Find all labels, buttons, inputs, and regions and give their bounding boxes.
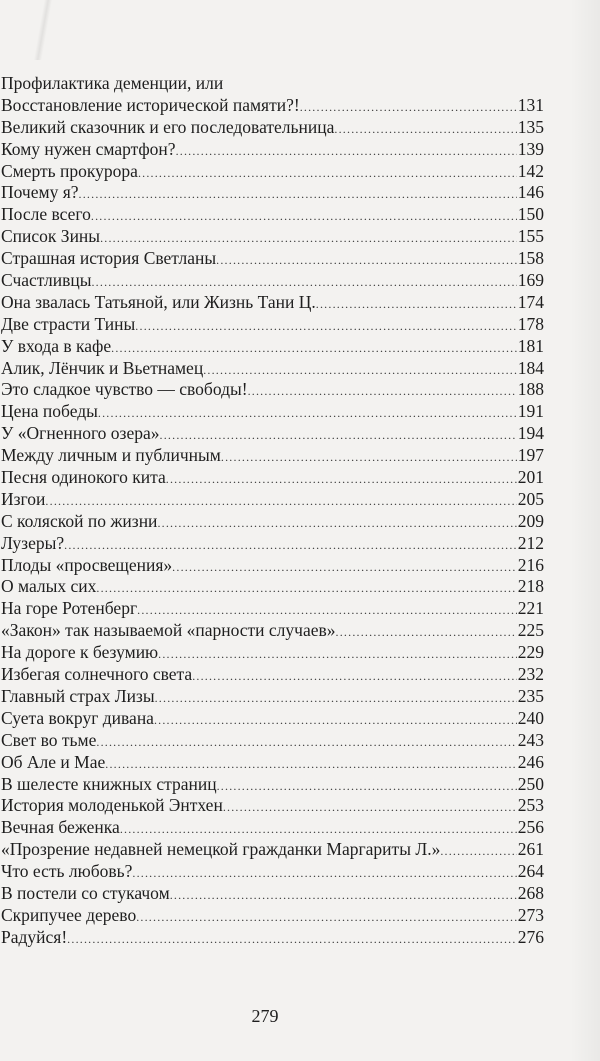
toc-entry-title: Плоды «просвещения»	[1, 554, 173, 575]
table-of-contents	[1, 73, 544, 949]
dot-leader	[160, 425, 517, 445]
toc-entry	[1, 292, 544, 314]
toc-entry-title: Алик, Лёнчик и Вьетнамец	[1, 357, 204, 378]
toc-entry	[1, 861, 544, 883]
toc-entry	[1, 226, 544, 248]
dot-leader	[158, 644, 517, 664]
toc-entry	[1, 161, 544, 183]
dot-leader	[157, 513, 516, 533]
toc-entry-page: 276	[517, 926, 544, 947]
dot-leader	[176, 141, 517, 161]
toc-entry-page: 201	[517, 467, 544, 488]
dot-leader	[91, 206, 517, 226]
dot-leader	[132, 863, 516, 883]
toc-entry-page: 139	[517, 138, 544, 159]
toc-entry-title-line: Профилактика деменции, или	[1, 73, 224, 93]
toc-entry-title: Что есть любовь?	[1, 861, 133, 882]
toc-entry-page: 273	[517, 904, 544, 925]
toc-entry	[1, 489, 544, 511]
toc-entry-page: 216	[517, 554, 544, 575]
dot-leader	[96, 732, 516, 752]
toc-entry-page: 142	[517, 160, 544, 181]
toc-entry-title: «Закон» так называемой «парности случаев»	[1, 620, 336, 641]
dot-leader	[100, 228, 517, 248]
toc-entry	[1, 511, 544, 533]
dot-leader	[154, 710, 517, 730]
toc-entry	[1, 708, 544, 730]
toc-entry-title: На дороге к безумию	[1, 642, 159, 663]
toc-entry-page: 169	[517, 270, 544, 291]
toc-entry-title: Список Зины	[1, 226, 101, 247]
dot-leader	[155, 688, 517, 708]
toc-entry-page: 155	[517, 226, 544, 247]
toc-entry-page: 261	[517, 839, 544, 860]
dot-leader	[64, 535, 517, 555]
toc-entry-page: 225	[517, 620, 544, 641]
toc-entry	[1, 905, 544, 927]
toc-entry-title: На горе Ротенберг	[1, 598, 138, 619]
dot-leader	[91, 272, 516, 292]
dot-leader	[111, 338, 517, 358]
toc-entry-title: С коляской по жизни	[1, 510, 158, 531]
toc-entry	[1, 664, 544, 686]
toc-entry	[1, 795, 544, 817]
toc-entry	[1, 467, 544, 489]
dot-leader	[79, 184, 517, 204]
dot-leader	[67, 929, 517, 949]
toc-entry-title: Вечная беженка	[1, 817, 120, 838]
toc-entry-page: 181	[517, 335, 544, 356]
toc-entry-page: 268	[517, 882, 544, 903]
toc-entry	[1, 445, 544, 467]
toc-entry	[1, 555, 544, 577]
toc-entry-page: 131	[517, 94, 544, 115]
toc-entry	[1, 620, 544, 642]
toc-entry-title: Об Але и Мае	[1, 751, 106, 772]
dot-leader	[336, 622, 517, 642]
dot-leader	[221, 447, 517, 467]
toc-entry-page: 209	[517, 510, 544, 531]
toc-entry-title: Радуйся!	[1, 926, 68, 947]
toc-entry-page: 246	[517, 751, 544, 772]
dot-leader	[138, 163, 517, 183]
dot-leader	[98, 403, 517, 423]
dot-leader	[135, 316, 516, 336]
toc-entry-title: Две страсти Тины	[1, 313, 136, 334]
dot-leader	[316, 294, 517, 314]
toc-entry	[1, 336, 544, 358]
dot-leader	[120, 819, 517, 839]
toc-entry-page: 150	[517, 204, 544, 225]
toc-entry-title: Избегая солнечного света	[1, 664, 193, 685]
toc-entry-title: Страшная история Светланы	[1, 248, 217, 269]
dot-leader	[300, 97, 517, 117]
dot-leader	[440, 841, 516, 861]
dot-leader	[136, 907, 517, 927]
toc-entry-title: Она звалась Татьяной, или Жизнь Тани Ц.	[1, 291, 316, 312]
toc-entry-title: После всего	[1, 204, 91, 225]
dot-leader	[166, 469, 517, 489]
toc-entry	[1, 883, 544, 905]
toc-entry-page: 174	[517, 291, 544, 312]
toc-entry-title: Суета вокруг дивана	[1, 707, 154, 728]
toc-entry-title: Это сладкое чувство — свободы!	[1, 379, 248, 400]
toc-entry-page: 158	[517, 248, 544, 269]
toc-entry-page: 191	[517, 401, 544, 422]
toc-entry-page: 264	[517, 861, 544, 882]
toc-entry-title: Изгои	[1, 488, 46, 509]
toc-entry-page: 146	[517, 182, 544, 203]
toc-entry-page: 205	[517, 488, 544, 509]
toc-entry	[1, 401, 544, 423]
toc-entry-title: Кому нужен смартфон?	[1, 138, 176, 159]
toc-entry-title: Почему я?	[1, 182, 79, 203]
toc-entry-title: В шелесте книжных страниц	[1, 773, 217, 794]
dot-leader	[172, 557, 517, 577]
dot-leader	[217, 776, 517, 796]
toc-entry	[1, 686, 544, 708]
dot-leader	[216, 250, 517, 270]
toc-entry-page: 218	[517, 576, 544, 597]
toc-entry-title: В постели со стукачом	[1, 882, 170, 903]
toc-entry-page: 135	[517, 116, 544, 137]
toc-entry-title: Великий сказочник и его последовательница	[1, 116, 335, 137]
toc-entry	[1, 379, 544, 401]
toc-entry-page: 212	[517, 532, 544, 553]
toc-entry	[1, 358, 544, 380]
toc-entry-title: Смерть прокурора	[1, 160, 138, 181]
toc-entry-page: 235	[517, 685, 544, 706]
dot-leader	[192, 666, 517, 686]
toc-entry	[1, 839, 544, 861]
toc-entry-page: 178	[517, 313, 544, 334]
dot-leader	[248, 381, 517, 401]
toc-entry	[1, 752, 544, 774]
dot-leader	[170, 885, 517, 905]
dot-leader	[45, 491, 516, 511]
toc-entry	[1, 774, 544, 796]
dot-leader	[223, 797, 517, 817]
toc-entry-title: У входа в кафе	[1, 335, 112, 356]
toc-entry-title: История молоденькой Энтхен	[1, 795, 223, 816]
toc-entry-page: 243	[517, 729, 544, 750]
toc-entry-page: 229	[517, 642, 544, 663]
toc-entry	[1, 533, 544, 555]
toc-entry	[1, 248, 544, 270]
toc-entry-page: 194	[517, 423, 544, 444]
toc-entry-title: Главный страх Лизы	[1, 685, 155, 706]
toc-entry	[1, 817, 544, 839]
dot-leader	[334, 119, 516, 139]
toc-entry-title: Свет во тьме	[1, 729, 97, 750]
toc-entry	[1, 576, 544, 598]
toc-entry-title: Восстановление исторической памяти?!	[1, 94, 300, 115]
toc-entry-page: 256	[517, 817, 544, 838]
toc-entry	[1, 314, 544, 336]
page-number: 279	[251, 1006, 279, 1026]
toc-entry-page: 184	[517, 357, 544, 378]
paper-crease	[28, 0, 58, 60]
toc-entry-title: У «Огненного озера»	[1, 423, 160, 444]
toc-entry-page: 240	[517, 707, 544, 728]
toc-entry	[1, 139, 544, 161]
toc-entry-page: 232	[517, 664, 544, 685]
toc-entry-page: 253	[517, 795, 544, 816]
toc-entry	[1, 927, 544, 949]
toc-entry-title: Счастливцы	[1, 270, 92, 291]
dot-leader	[105, 754, 516, 774]
toc-entry	[1, 95, 544, 117]
toc-entry	[1, 117, 544, 139]
toc-entry-title: Цена победы	[1, 401, 98, 422]
dot-leader	[137, 600, 517, 620]
toc-entry	[1, 204, 544, 226]
toc-entry-page: 221	[517, 598, 544, 619]
dot-leader	[203, 360, 517, 380]
toc-entry-title: «Прозрение недавней немецкой гражданки Маргариты Л.»	[1, 839, 441, 860]
toc-entry	[1, 423, 544, 445]
toc-entry-page: 197	[517, 445, 544, 466]
page-edge-shadow	[570, 0, 600, 1061]
toc-entry	[1, 182, 544, 204]
toc-entry	[1, 730, 544, 752]
toc-entry	[1, 642, 544, 664]
toc-entry	[1, 270, 544, 292]
toc-entry-title: Скрипучее дерево	[1, 904, 137, 925]
toc-entry-title: Между личным и публичным	[1, 445, 221, 466]
toc-entry-page: 250	[517, 773, 544, 794]
toc-entry-title: Лузеры?	[1, 532, 65, 553]
toc-entry-title: Песня одинокого кита	[1, 467, 166, 488]
toc-entry	[1, 598, 544, 620]
dot-leader	[96, 578, 516, 598]
toc-entry-title: О малых сих	[1, 576, 97, 597]
toc-entry-page: 188	[517, 379, 544, 400]
